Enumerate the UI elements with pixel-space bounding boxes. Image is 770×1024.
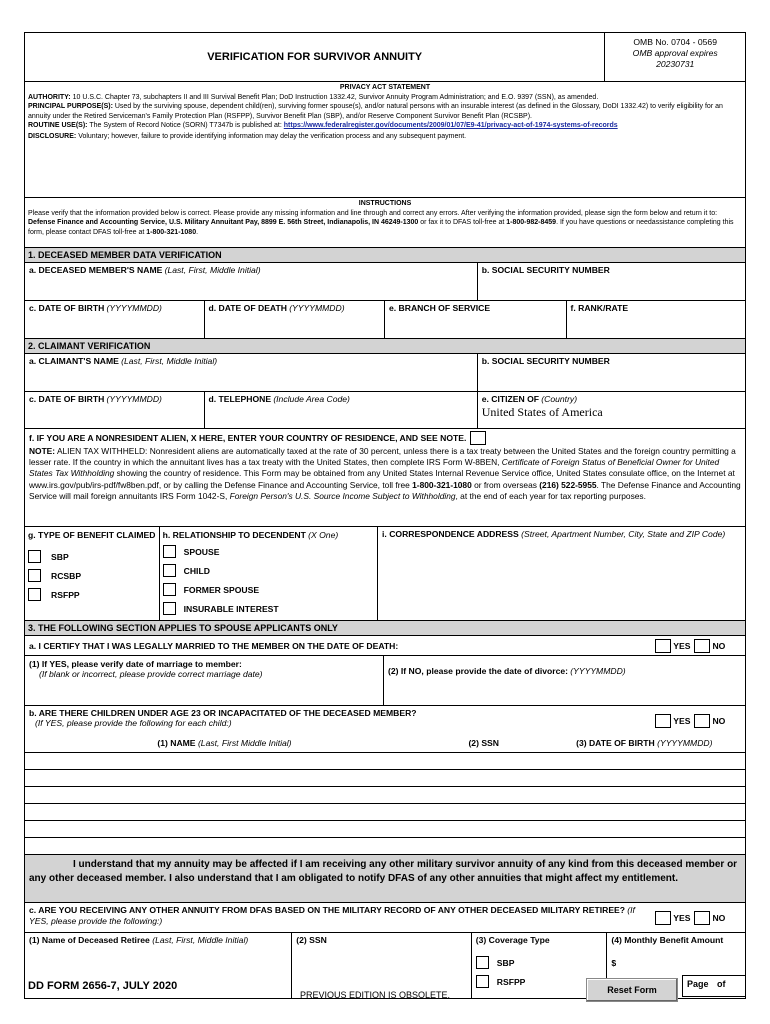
relationship-insurable-interest-label: INSURABLE INTEREST xyxy=(183,603,279,614)
married-yes-label: YES xyxy=(673,640,691,651)
child-name-input[interactable] xyxy=(25,753,424,769)
coverage-sbp-checkbox[interactable] xyxy=(476,956,489,969)
married-certify-label-cell xyxy=(25,639,655,653)
tax-note xyxy=(29,446,741,502)
children-question-label: b. ARE THERE CHILDREN UNDER AGE 23 OR INCAPACITATED OF THE DECEASED MEMBER? xyxy=(29,708,417,718)
coverage-sbp-option xyxy=(476,953,603,972)
section-3-header: 3. THE FOLLOWING SECTION APPLIES TO SPOUSE APPLICANTS ONLY xyxy=(25,621,745,636)
divorce-date-field[interactable] xyxy=(384,656,745,705)
claimant-dob-field[interactable] xyxy=(25,392,205,428)
child-ssn-input[interactable] xyxy=(424,838,544,854)
claimant-name-label: a. CLAIMANT'S NAME xyxy=(29,356,119,366)
nonresident-checkbox[interactable] xyxy=(470,431,486,445)
telephone-field[interactable] xyxy=(205,392,478,428)
nonresident-label: f. IF YOU ARE A NONRESIDENT ALIEN, X HERE, ENTER YOUR COUNTRY OF RESIDENCE, AND SEE NOTE. xyxy=(29,433,467,443)
form-title: VERIFICATION FOR SURVIVOR ANNUITY xyxy=(207,51,423,63)
children-col-name-hint: (Last, First Middle Initial) xyxy=(197,738,292,748)
child-dob-input[interactable] xyxy=(544,838,745,854)
disclosure-label: DISCLOSURE: xyxy=(28,132,77,140)
retiree-name-label: (1) Name of Deceased Retiree xyxy=(29,935,150,945)
deceased-ssn-label: b. SOCIAL SECURITY NUMBER xyxy=(481,265,610,275)
form-header xyxy=(25,33,745,82)
note-certificate: Certificate of Foreign Status of Beneficial Owner for United States Tax Withholding xyxy=(29,457,720,479)
relationship-former-spouse-label: FORMER SPOUSE xyxy=(183,584,260,595)
dfas-address: Defense Finance and Accounting Service, U.S. Military Annuitant Pay, 8899 E. 56th Street, Indianapolis, IN 46249-1300 xyxy=(28,219,419,226)
disclosure-text: Voluntary; however, failure to provide identifying information may delay the verification process and any subsequent payment. xyxy=(78,132,467,140)
note-form-1042s: Foreign Person's U.S. Source Income Subject to Withholding xyxy=(229,490,456,501)
children-col-dob-hint: (YYYYMMDD) xyxy=(657,738,713,748)
instructions-text-2: or fax it to DFAS toll-free at xyxy=(420,219,505,226)
branch-label: e. BRANCH OF SERVICE xyxy=(389,303,491,313)
children-col-ssn xyxy=(424,736,544,752)
married-yes-no xyxy=(655,639,745,653)
other-annuity-cell xyxy=(25,903,655,932)
authority-text: 10 U.S.C. Chapter 73, subchapters II and III Survival Benefit Plan; DoD Instruction 1332.42, Survivor Annuity Program Administration; and E.O. 9397 (SSN), as amended. xyxy=(72,93,599,101)
child-row xyxy=(25,821,745,838)
citizen-value: United States of America xyxy=(481,405,603,419)
note-text-2: showing the country of residence. This Form may be obtained from any United States Internal Revenue Service office, United States consulate office, on the Internet at www.irs.gov/pub/irs-pdf/fw8ben.pdf, or by calling the Defense Finance and Accounting Service, toll free xyxy=(29,468,735,490)
benefit-rsfpp-label: RSFPP xyxy=(51,589,80,600)
privacy-heading: PRIVACY ACT STATEMENT xyxy=(339,84,431,91)
deceased-name-label: a. DECEASED MEMBER'S NAME xyxy=(29,265,163,275)
deceased-dod-hint: (YYYYMMDD) xyxy=(289,303,345,313)
marriage-date-field[interactable] xyxy=(25,656,384,705)
marriage-dates-row xyxy=(25,656,745,706)
survivor-annuity-form xyxy=(24,32,746,999)
omb-number: OMB No. 0704 - 0569 xyxy=(633,37,717,47)
annuity-statement: I understand that my annuity may be affected if I am receiving any other military survivor annuity of any kind from this deceased member or any other deceased member. I also understand that I am obligated to notify DFAS of any other annuities that might affect my entitlement. xyxy=(25,855,745,903)
coverage-rsfpp-checkbox[interactable] xyxy=(476,975,489,988)
form-title-cell xyxy=(25,33,605,81)
sorn-link[interactable]: https://www.federalregister.gov/documents/2009/01/07/E9-41/privacy-act-of-1974-systems-of-records xyxy=(283,122,618,129)
routine-text: The System of Record Notice (SORN) T7347b is published at: xyxy=(89,122,282,129)
other-annuity-yes-checkbox[interactable] xyxy=(655,911,671,925)
instructions-heading: INSTRUCTIONS xyxy=(358,200,412,207)
deceased-name-hint: (Last, First, Middle Initial) xyxy=(164,265,261,275)
note-text-1: ALIEN TAX WITHHELD: Nonresident aliens are automatically taxed at the rate of 30 percent, unless there is a tax treaty between the United States and the foreign country permitting a lesser rate. If the country in which the annuitant lives has a tax treaty with the United States, then complete IRS Form W-8BEN, xyxy=(29,446,736,468)
divorce-date-label: (2) If NO, please provide the date of divorce: xyxy=(388,666,569,676)
children-table-header xyxy=(25,736,745,753)
relationship-spouse-label: SPOUSE xyxy=(183,546,220,557)
other-annuity-yes-no xyxy=(655,903,745,932)
telephone-label: d. TELEPHONE xyxy=(208,394,272,404)
deceased-dod-field[interactable] xyxy=(205,301,386,338)
section-1-header: 1. DECEASED MEMBER DATA VERIFICATION xyxy=(25,248,745,263)
omb-block xyxy=(605,33,745,81)
child-row xyxy=(25,770,745,787)
obsolete-note: PREVIOUS EDITION IS OBSOLETE. xyxy=(300,990,451,1000)
child-name-input[interactable] xyxy=(25,804,424,820)
benefit-type-block xyxy=(25,527,160,620)
retiree-ssn-label: (2) SSN xyxy=(296,935,327,945)
note-text-5: , at the end of each year for tax reporting purposes. xyxy=(455,490,646,501)
purpose-label: PRINCIPAL PURPOSE(S): xyxy=(28,103,113,110)
marriage-date-label: (1) If YES, please verify date of marriage to member: xyxy=(29,659,242,669)
deceased-ssn-field[interactable] xyxy=(478,263,745,300)
instructions-text-4: . xyxy=(196,228,199,236)
children-col-ssn-label: (2) SSN xyxy=(468,738,499,748)
section-2-row-ghi xyxy=(25,527,745,621)
other-annuity-row xyxy=(25,903,745,933)
instructions xyxy=(25,198,745,248)
telephone-hint: (Include Area Code) xyxy=(273,394,350,404)
other-annuity-no-label: NO xyxy=(712,912,726,923)
deceased-dob-hint: (YYYYMMDD) xyxy=(106,303,162,313)
children-col-dob xyxy=(544,736,745,752)
married-yes-checkbox[interactable] xyxy=(655,639,671,653)
children-question-hint: (If YES, please provide the following for each child:) xyxy=(35,718,232,728)
relationship-former-spouse-option xyxy=(163,580,374,599)
child-ssn-input[interactable] xyxy=(424,821,544,837)
children-col-name-label: (1) NAME xyxy=(157,738,196,748)
note-phone-2: (216) 522-5955 xyxy=(539,479,597,490)
retiree-name-hint: (Last, First, Middle Initial) xyxy=(152,935,249,945)
section-1-row-2 xyxy=(25,301,745,339)
monthly-benefit-currency: $ xyxy=(611,958,617,968)
purpose-text: Used by the surviving spouse, dependent child(ren), surviving former spouse(s), and/or natural persons with an insurable interest (as defined in the Glossary, DoDI 1332.42) to verify eligibility for an annuity under the Retired Serviceman's Family Protection Plan (RSFPP), Survivor Benefit Plan (SBP), and/or Reserve Component Survivor Benefit Plan (RCSBP). xyxy=(28,103,723,120)
deceased-dob-label: c. DATE OF BIRTH xyxy=(29,303,105,313)
child-dob-input[interactable] xyxy=(544,770,745,786)
benefit-type-label: g. TYPE OF BENEFIT CLAIMED xyxy=(28,530,156,540)
coverage-type-label: (3) Coverage Type xyxy=(475,935,550,945)
benefit-sbp-label: SBP xyxy=(51,551,69,562)
child-dob-input[interactable] xyxy=(544,821,745,837)
retiree-ssn-field[interactable] xyxy=(292,933,472,998)
note-label: NOTE: xyxy=(29,446,56,456)
note-text-4: . The Defense Finance and Accounting Service will mail foreign annuitants IRS Form 1042-S, xyxy=(29,479,741,501)
benefit-sbp-option xyxy=(28,547,156,566)
children-no-label: NO xyxy=(712,716,726,726)
children-yes-no xyxy=(655,706,745,736)
children-col-name xyxy=(25,736,424,752)
benefit-rcsbp-option xyxy=(28,566,156,585)
child-row xyxy=(25,787,745,804)
relationship-insurable-interest-option xyxy=(163,599,374,618)
citizen-label: e. CITIZEN OF xyxy=(481,394,540,404)
other-annuity-yes-label: YES xyxy=(673,912,691,923)
relationship-child-label: CHILD xyxy=(183,565,210,576)
relationship-label: h. RELATIONSHIP TO DECENDENT xyxy=(162,530,306,540)
claimant-ssn-field[interactable] xyxy=(478,354,745,391)
other-annuity-no-checkbox[interactable] xyxy=(694,911,710,925)
children-question-row xyxy=(25,706,745,736)
child-name-input[interactable] xyxy=(25,770,424,786)
relationship-spouse-option xyxy=(163,542,374,561)
coverage-sbp-label: SBP xyxy=(496,957,515,968)
child-dob-input[interactable] xyxy=(544,787,745,803)
form-id: DD FORM 2656-7, JULY 2020 xyxy=(28,980,178,992)
dfas-phone: 1-800-321-1080 xyxy=(146,228,197,236)
deceased-dob-field[interactable] xyxy=(25,301,205,338)
rank-field[interactable] xyxy=(567,301,746,338)
note-phone-1: 1-800-321-1080 xyxy=(412,479,472,490)
relationship-insurable-interest-checkbox[interactable] xyxy=(163,602,176,615)
coverage-rsfpp-label: RSFPP xyxy=(496,976,526,987)
page-label: Page xyxy=(687,979,709,989)
relationship-block xyxy=(160,527,378,620)
omb-date: 20230731 xyxy=(656,59,695,69)
authority-label: AUTHORITY: xyxy=(28,93,71,101)
citizen-field[interactable] xyxy=(478,392,745,428)
claimant-name-hint: (Last, First, Middle Initial) xyxy=(121,356,218,366)
address-label: i. CORRESPONDENCE ADDRESS xyxy=(382,529,519,539)
coverage-type-options xyxy=(476,953,603,991)
benefit-type-options xyxy=(28,547,156,604)
child-dob-input[interactable] xyxy=(544,753,745,769)
routine-label: ROUTINE USE(S): xyxy=(28,122,88,129)
married-no-checkbox[interactable] xyxy=(694,639,710,653)
relationship-child-checkbox[interactable] xyxy=(163,564,176,577)
correspondence-address-field[interactable] xyxy=(378,527,745,620)
married-certify-row xyxy=(25,636,745,656)
relationship-hint: (X One) xyxy=(308,530,339,540)
section-2-header: 2. CLAIMANT VERIFICATION xyxy=(25,339,745,354)
section-2-row-1 xyxy=(25,354,745,392)
children-question-cell xyxy=(25,706,655,736)
child-name-input[interactable] xyxy=(25,838,424,854)
child-ssn-input[interactable] xyxy=(424,787,544,803)
marriage-date-hint: (If blank or incorrect, please provide correct marriage date) xyxy=(39,669,263,679)
reset-form-button[interactable]: Reset Form xyxy=(586,978,678,1002)
child-name-input[interactable] xyxy=(25,787,424,803)
relationship-options xyxy=(163,542,374,618)
dfas-fax: 1-800-982-8459 xyxy=(506,219,557,226)
divorce-date-hint: (YYYYMMDD) xyxy=(570,666,626,676)
nonresident-block xyxy=(25,429,745,527)
relationship-former-spouse-checkbox[interactable] xyxy=(163,583,176,596)
claimant-ssn-label: b. SOCIAL SECURITY NUMBER xyxy=(481,356,610,366)
monthly-benefit-label: (4) Monthly Benefit Amount xyxy=(611,935,724,945)
children-no-checkbox[interactable] xyxy=(694,714,710,728)
child-row xyxy=(25,753,745,770)
claimant-dob-label: c. DATE OF BIRTH xyxy=(29,394,105,404)
deceased-name-field[interactable] xyxy=(25,263,478,300)
other-annuity-hint: (If YES, please provide the following:) xyxy=(29,905,635,926)
married-certify-label: a. I CERTIFY THAT I WAS LEGALLY MARRIED TO THE MEMBER ON THE DATE OF DEATH: xyxy=(29,640,399,651)
coverage-rsfpp-option xyxy=(476,972,603,991)
privacy-act-statement xyxy=(25,82,745,198)
branch-field[interactable] xyxy=(385,301,567,338)
omb-approval: OMB approval expires xyxy=(632,48,718,58)
note-text-3: or from overseas xyxy=(474,479,537,490)
child-row xyxy=(25,804,745,821)
deceased-dod-label: d. DATE OF DEATH xyxy=(208,303,287,313)
child-name-input[interactable] xyxy=(25,821,424,837)
child-row xyxy=(25,838,745,855)
address-hint: (Street, Apartment Number, City, State and ZIP Code) xyxy=(521,529,726,539)
page-of-label: of xyxy=(717,979,726,989)
other-annuity-label: c. ARE YOU RECEIVING ANY OTHER ANNUITY FROM DFAS BASED ON THE MILITARY RECORD OF ANY OTHER DECEASED MILITARY RETIREE? xyxy=(29,905,626,915)
children-yes-label: YES xyxy=(673,716,691,726)
benefit-rcsbp-label: RCSBP xyxy=(51,570,82,581)
page-box xyxy=(682,975,746,997)
benefit-rsfpp-option xyxy=(28,585,156,604)
section-1-row-1 xyxy=(25,263,745,301)
section-2-row-2 xyxy=(25,392,745,429)
married-no-label: NO xyxy=(712,640,726,651)
claimant-dob-hint: (YYYYMMDD) xyxy=(106,394,162,404)
relationship-spouse-checkbox[interactable] xyxy=(163,545,176,558)
relationship-child-option xyxy=(163,561,374,580)
children-col-dob-label: (3) DATE OF BIRTH xyxy=(576,738,655,748)
nonresident-line xyxy=(29,431,741,445)
instructions-text-1: Please verify that the information provided below is correct. Please provide any missing information and line through and correct any errors. After verifying the information provided, please sign the form below and return it to: xyxy=(28,209,718,217)
child-ssn-input[interactable] xyxy=(424,770,544,786)
benefit-rcsbp-checkbox[interactable] xyxy=(28,569,41,582)
claimant-name-field[interactable] xyxy=(25,354,478,391)
child-dob-input[interactable] xyxy=(544,804,745,820)
child-ssn-input[interactable] xyxy=(424,804,544,820)
citizen-hint: (Country) xyxy=(541,394,578,404)
child-ssn-input[interactable] xyxy=(424,753,544,769)
benefit-rsfpp-checkbox[interactable] xyxy=(28,588,41,601)
instructions-text-3: . If you have questions or needassistance completing this form, please contact DFAS toll-free at xyxy=(28,219,734,236)
rank-label: f. RANK/RATE xyxy=(570,303,629,313)
benefit-sbp-checkbox[interactable] xyxy=(28,550,41,563)
children-yes-checkbox[interactable] xyxy=(655,714,671,728)
children-table-body xyxy=(25,753,745,855)
